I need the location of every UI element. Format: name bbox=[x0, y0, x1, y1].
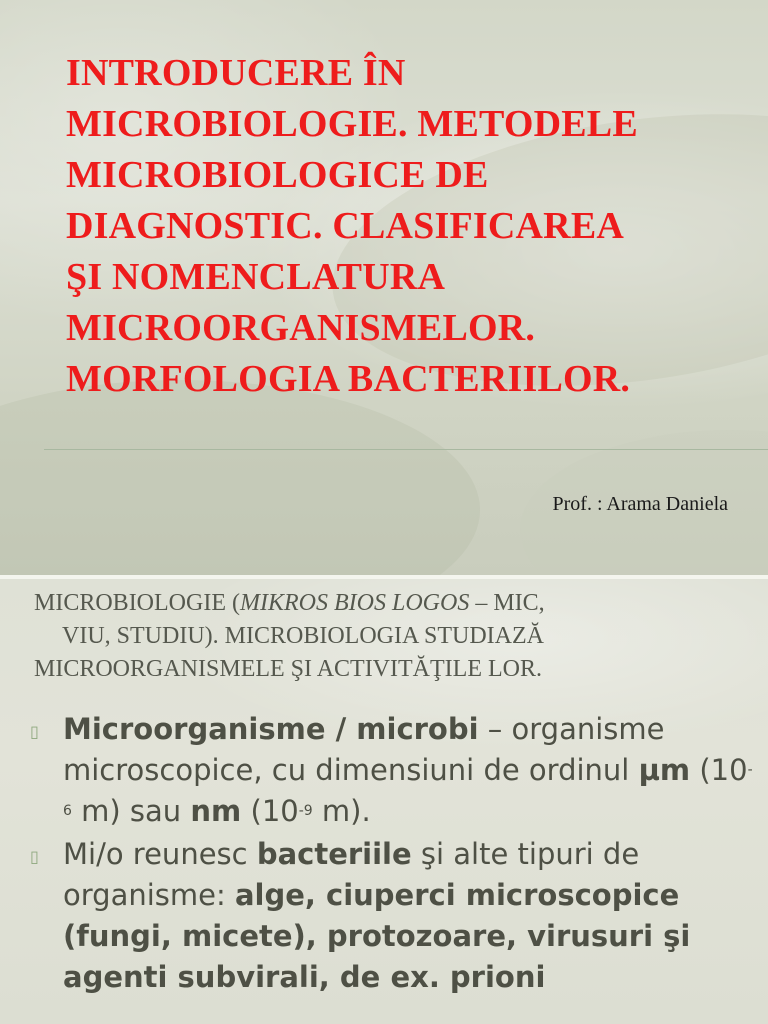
bullet-term: alge, ciuperci microscopice (fungi, micete), protozoare, virusuri şi agenti subvirali, de ex. prioni bbox=[63, 878, 691, 994]
heading-paren: ( bbox=[226, 590, 240, 616]
exponent: -6 bbox=[63, 762, 753, 819]
title-line: MICROBIOLOGICE DE bbox=[66, 154, 489, 196]
bullet-text: organisme microscopice, cu dimensiuni de ordinul bbox=[63, 712, 665, 787]
bullet-text: m). bbox=[312, 794, 371, 828]
bullet-icon: ▯ bbox=[30, 847, 39, 866]
slide-heading bbox=[34, 587, 754, 686]
heading-line-2: VIU, STUDIU). MICROBIOLOGIA STUDIAZĂ bbox=[62, 623, 544, 649]
content-slide bbox=[0, 579, 768, 1024]
slide-title bbox=[66, 48, 746, 405]
background-swoosh bbox=[0, 380, 480, 575]
heading-term: MICROBIOLOGIE bbox=[34, 590, 226, 616]
title-divider bbox=[44, 449, 768, 450]
title-line: MORFOLOGIA BACTERIILOR. bbox=[66, 358, 631, 400]
title-line: MICROBIOLOGIE. METODELE bbox=[66, 103, 638, 145]
heading-line-3: MICROORGANISMELE ŞI ACTIVITĂŢILE LOR. bbox=[34, 656, 542, 682]
bullet-text: Mi/o reunesc bbox=[63, 837, 257, 871]
bullet-term: bacteriile bbox=[256, 837, 412, 871]
bullet-text: m) sau bbox=[71, 794, 191, 828]
bullet-text: (10 bbox=[690, 753, 748, 787]
bullet-text: şi alte tipuri de organisme: bbox=[63, 837, 640, 912]
list-item bbox=[30, 709, 755, 832]
bullet-text: (10 bbox=[241, 794, 299, 828]
unit-micrometer: µm bbox=[638, 753, 691, 787]
heading-line-1 bbox=[34, 587, 754, 620]
list-item bbox=[30, 834, 755, 998]
exponent: -9 bbox=[298, 803, 313, 819]
bullet-text: – bbox=[478, 712, 503, 746]
title-line: DIAGNOSTIC. CLASIFICAREA bbox=[66, 205, 625, 247]
bullet-icon: ▯ bbox=[30, 722, 39, 741]
title-line: INTRODUCERE ÎN bbox=[66, 52, 406, 94]
bullet-term: Microorganisme / microbi bbox=[63, 712, 479, 746]
unit-nanometer: nm bbox=[190, 794, 242, 828]
title-line: MICROORGANISMELOR. bbox=[66, 307, 536, 349]
bullet-list bbox=[30, 709, 755, 1000]
author-name: Prof. : Arama Daniela bbox=[552, 493, 728, 515]
title-line: ŞI NOMENCLATURA bbox=[66, 256, 446, 298]
heading-rest: – MIC, bbox=[469, 590, 545, 616]
heading-etymology: MIKROS BIOS LOGOS bbox=[240, 590, 470, 616]
